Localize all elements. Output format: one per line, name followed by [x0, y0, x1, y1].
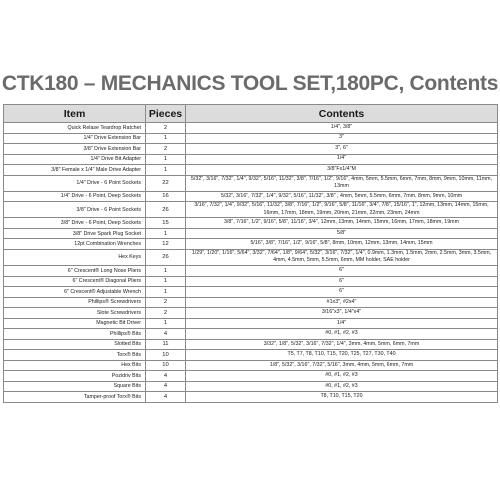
- item-cell: 6" Crescent® Diagonal Pliers: [4, 276, 146, 287]
- pieces-cell: 15: [146, 218, 186, 229]
- pieces-cell: 4: [146, 392, 186, 403]
- table-row: [4, 175, 498, 191]
- pieces-cell: 1: [146, 133, 186, 144]
- table-row: [4, 339, 498, 350]
- table-row: [4, 239, 498, 250]
- pieces-cell: 1: [146, 318, 186, 329]
- pieces-cell: 1: [146, 266, 186, 277]
- item-cell: 6" Crescent® Long Nose Pliers: [4, 266, 146, 277]
- contents-cell: 3", 6": [186, 144, 498, 155]
- item-cell: Torx® Bits: [4, 350, 146, 361]
- contents-cell: 1/4": [186, 154, 498, 165]
- item-cell: 3/8" Drive Spark Plug Socket: [4, 228, 146, 239]
- pieces-cell: 16: [146, 191, 186, 202]
- pieces-cell: 22: [146, 175, 186, 191]
- pieces-cell: 2: [146, 123, 186, 134]
- contents-cell: 1/29", 1/20", 1/16", 5/64", 3/32", 7/64", 1/8", 9/64", 5/32", 3/16", 7/32", 1/4", 0.9mm, 1.3mm, 1.5mm, 2mm, 2.5mm, 3mm, 3.5mm, 4mm, 4.5mm, 5mm, 5.5mm, 6mm, MM holder, SAE holder: [186, 249, 498, 265]
- contents-cell: #1x3", #2x4": [186, 297, 498, 308]
- pieces-cell: 1: [146, 228, 186, 239]
- table-row: [4, 228, 498, 239]
- item-cell: 1/4" Drive Extension Bar: [4, 133, 146, 144]
- contents-cell: T8, T10, T15, T20: [186, 392, 498, 403]
- contents-cell: 6": [186, 276, 498, 287]
- table-row: [4, 329, 498, 340]
- table-row: [4, 276, 498, 287]
- item-cell: Slotted Bits: [4, 339, 146, 350]
- table-body: [4, 123, 498, 403]
- table-row: [4, 392, 498, 403]
- item-cell: 12pt Combination Wrenches: [4, 239, 146, 250]
- pieces-cell: 4: [146, 381, 186, 392]
- contents-cell: 3/8", 7/16", 1/2", 9/16", 5/8", 11/16", 3/4", 12mm, 13mm, 14mm, 15mm, 16mm, 17mm, 18mm, 19mm: [186, 218, 498, 229]
- contents-cell: 6": [186, 266, 498, 277]
- table-row: [4, 287, 498, 298]
- item-cell: Phillips® Screwdrivers: [4, 297, 146, 308]
- item-cell: 3/8" Female x 1/4" Male Drive Adapter: [4, 165, 146, 176]
- item-cell: 3/8" Drive Extension Bar: [4, 144, 146, 155]
- pieces-cell: 1: [146, 154, 186, 165]
- item-cell: 1/4" Drive Bit Adapter: [4, 154, 146, 165]
- pieces-cell: 4: [146, 329, 186, 340]
- item-cell: Tamper-proof Torx® Bits: [4, 392, 146, 403]
- contents-cell: 1/4": [186, 318, 498, 329]
- pieces-cell: 4: [146, 371, 186, 382]
- pieces-column-header: Pieces: [146, 105, 186, 123]
- contents-cell: 5/8": [186, 228, 498, 239]
- item-cell: Quick Relase Teardrop Ratchet: [4, 123, 146, 134]
- item-cell: Magnetic Bit Driver: [4, 318, 146, 329]
- page-title: CTK180 – MECHANICS TOOL SET,180PC, Contents: [1, 72, 499, 95]
- table-row: [4, 218, 498, 229]
- contents-cell: 5/32", 3/16", 7/32", 1/4", 9/32", 5/16", 11/32", 3/8", 7/16", 1/2", 9/16", 4mm, 5mm, 5.5mm, 6mm, 7mm, 8mm, 9mm, 10mm, 11mm, 13mm: [186, 175, 498, 191]
- table-row: [4, 133, 498, 144]
- table-row: [4, 381, 498, 392]
- contents-cell: 3/32", 1/8", 5/32", 3/16", 7/32", 1/4", 3mm, 4mm, 5mm, 6mm, 7mm: [186, 339, 498, 350]
- contents-cell: T5, T7, T8, T10, T15, T20, T25, T27, T30, T40: [186, 350, 498, 361]
- table-row: [4, 202, 498, 218]
- pieces-cell: 26: [146, 249, 186, 265]
- table-row: [4, 308, 498, 319]
- contents-column-header: Contents: [186, 105, 498, 123]
- table-row: [4, 360, 498, 371]
- contents-cell: 3/16"x3", 1/4"x4": [186, 308, 498, 319]
- table-row: [4, 165, 498, 176]
- contents-cell: 5/32", 3/16", 7/32", 1/4", 9/32", 5/16", 11/32", 3/8" , 4mm, 5mm, 5.5mm, 6mm, 7mm, 8mm, 9mm, 10mm: [186, 191, 498, 202]
- contents-cell: 3": [186, 133, 498, 144]
- table-row: [4, 249, 498, 265]
- pieces-cell: 2: [146, 297, 186, 308]
- table-row: [4, 154, 498, 165]
- table-row: [4, 318, 498, 329]
- item-cell: 3/8" Drive - 6 Point Sockets: [4, 202, 146, 218]
- item-column-header: Item: [4, 105, 146, 123]
- contents-cell: 5/16", 3/8", 7/16", 1/2", 9/16", 5/8", 8mm, 10mm, 12mm, 13mm, 14mm, 15mm: [186, 239, 498, 250]
- contents-cell: 1/4", 3/8": [186, 123, 498, 134]
- pieces-cell: 1: [146, 165, 186, 176]
- item-cell: Square Bits: [4, 381, 146, 392]
- pieces-cell: 2: [146, 308, 186, 319]
- contents-cell: 3/16", 7/32", 1/4", 9/32", 5/16", 11/32", 3/8", 7/16", 1/2", 9/16", 5/8", 11/16", 3/4", 7/8", 15/16", 1", 12mm, 13mm, 14mm, 15mm, 16mm, 17mm, 18mm, 19mm, 20mm, 21mm, 22mm, 23mm, 24mm: [186, 202, 498, 218]
- item-cell: 3/8" Drive - 6 Point, Deep Sockets: [4, 218, 146, 229]
- pieces-cell: 11: [146, 339, 186, 350]
- table-row: [4, 297, 498, 308]
- table-row: [4, 371, 498, 382]
- contents-cell: #0, #1, #2, #3: [186, 381, 498, 392]
- item-cell: 1/4" Drive - 6 Point, Deep Sockets: [4, 191, 146, 202]
- table-row: [4, 123, 498, 134]
- pieces-cell: 12: [146, 239, 186, 250]
- pieces-cell: 10: [146, 350, 186, 361]
- item-cell: Hex Keys: [4, 249, 146, 265]
- item-cell: Phillips® Bits: [4, 329, 146, 340]
- item-cell: Hex Bits: [4, 360, 146, 371]
- table-row: [4, 350, 498, 361]
- table-row: [4, 266, 498, 277]
- contents-cell: #0, #1, #2, #3: [186, 371, 498, 382]
- contents-cell: 3/8"Fx1/4"M: [186, 165, 498, 176]
- contents-cell: 6": [186, 287, 498, 298]
- table-header-row: [4, 105, 498, 123]
- pieces-cell: 1: [146, 287, 186, 298]
- pieces-cell: 1: [146, 276, 186, 287]
- table-row: [4, 144, 498, 155]
- item-cell: 1/4" Drive - 6 Point Sockets: [4, 175, 146, 191]
- table-row: [4, 191, 498, 202]
- contents-table: [3, 104, 498, 403]
- contents-cell: #0, #1, #2, #3: [186, 329, 498, 340]
- item-cell: Slote Screwdrivers: [4, 308, 146, 319]
- pieces-cell: 26: [146, 202, 186, 218]
- pieces-cell: 2: [146, 144, 186, 155]
- item-cell: Pozidriv Bits: [4, 371, 146, 382]
- item-cell: 6" Crescent® Adjustable Wrench: [4, 287, 146, 298]
- contents-cell: 1/8", 5/32", 3/16", 7/32", 5/16", 3mm, 4mm, 5mm, 6mm, 7mm: [186, 360, 498, 371]
- pieces-cell: 10: [146, 360, 186, 371]
